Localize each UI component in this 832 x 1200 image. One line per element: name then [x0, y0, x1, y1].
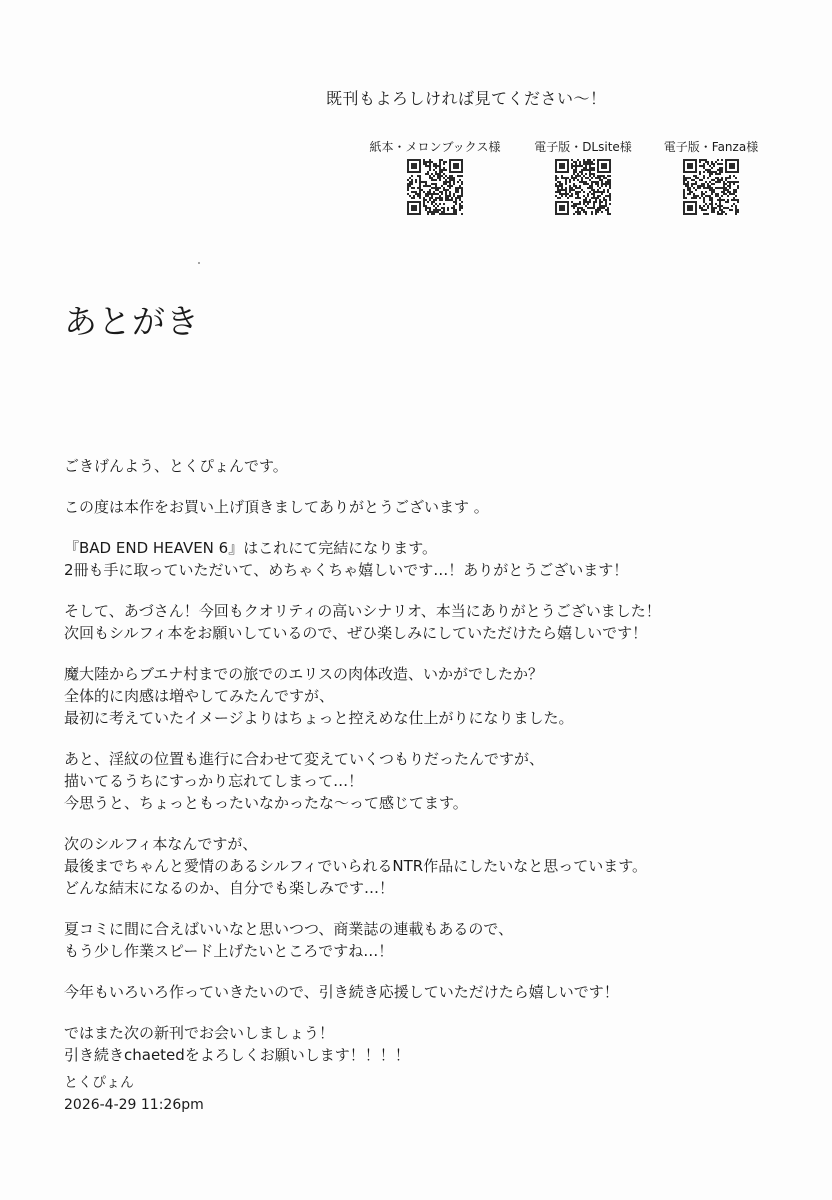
- paragraph: [64, 748, 784, 814]
- paragraph: [64, 600, 784, 644]
- text-line: もう少し作業スピード上げたいところですね…！: [64, 942, 394, 960]
- qr-label-melonbooks: 紙本・メロンブックス様: [369, 140, 501, 154]
- text-line: どんな結末になるのか、自分でも楽しみです…！: [64, 879, 395, 897]
- qr-block-melonbooks[interactable]: [350, 138, 520, 215]
- afterword-body: [64, 455, 784, 1085]
- qr-block-fanza[interactable]: [626, 138, 796, 215]
- signature-block: [64, 1072, 204, 1116]
- text-line: 次回もシルフィ本をお願いしているので、ぜひ楽しみにしていただけたら嬉しいです！: [64, 624, 648, 642]
- text-line: 全体的に肉感は増やしてみたんですが、: [64, 687, 335, 705]
- text-line: 魔大陸からブエナ村までの旅でのエリスの肉体改造、いかがでしたか？: [64, 665, 543, 683]
- text-line: 描いてるうちにすっかり忘れてしまって…！: [64, 772, 364, 790]
- text-line: 最初に考えていたイメージよりはちょっと控えめな仕上がりになりました。: [64, 709, 574, 727]
- paragraph: [64, 455, 784, 477]
- qr-code-icon[interactable]: [407, 159, 463, 215]
- author-name: とくぴょん: [64, 1075, 134, 1091]
- qr-label-fanza: 電子版・Fanza様: [663, 140, 759, 154]
- promo-heading: 既刊もよろしければ見てください〜！: [326, 89, 607, 108]
- text-line: この度は本作をお買い上げ頂きましてありがとうございます 。: [64, 498, 489, 516]
- text-line: 次のシルフィ本なんですが、: [64, 835, 258, 853]
- text-line: ごきげんよう、とくぴょんです。: [64, 457, 288, 475]
- qr-code-icon[interactable]: [683, 159, 739, 215]
- text-line: 2冊も手に取っていただいて、めちゃくちゃ嬉しいです…！ありがとうございます！: [64, 561, 629, 579]
- page-title: あとがき: [64, 302, 200, 341]
- paragraph: [64, 1022, 784, 1066]
- paper-speck: [198, 262, 200, 264]
- paragraph: [64, 918, 784, 962]
- paragraph: [64, 981, 784, 1003]
- text-line: ではまた次の新刊でお会いしましょう！: [64, 1024, 335, 1042]
- paragraph: [64, 833, 784, 899]
- paragraph: [64, 537, 784, 581]
- paragraph: [64, 496, 784, 518]
- qr-label-dlsite: 電子版・DLsite様: [534, 140, 632, 154]
- signature-date: 2026-4-29 11:26pm: [64, 1097, 204, 1113]
- paragraph: [64, 663, 784, 729]
- text-line: 夏コミに間に合えばいいなと思いつつ、商業誌の連載もあるので、: [64, 920, 514, 938]
- text-line: 『BAD END HEAVEN 6』はこれにて完結になります。: [64, 539, 438, 557]
- text-line: 今年もいろいろ作っていきたいので、引き続き応援していただけたら嬉しいです！: [64, 983, 619, 1001]
- text-line: 今思うと、ちょっともったいなかったな〜って感じてます。: [64, 794, 468, 812]
- text-line: 最後までちゃんと愛情のあるシルフィでいられるNTR作品にしたいなと思っています。: [64, 857, 648, 875]
- text-line: あと、淫紋の位置も進行に合わせて変えていくつもりだったんですが、: [64, 750, 545, 768]
- text-line: 引き続きchaetedをよろしくお願いします！！！！: [64, 1046, 410, 1064]
- text-line: そして、あづさん！今回もクオリティの高いシナリオ、本当にありがとうございました！: [64, 602, 661, 620]
- qr-code-icon[interactable]: [555, 159, 611, 215]
